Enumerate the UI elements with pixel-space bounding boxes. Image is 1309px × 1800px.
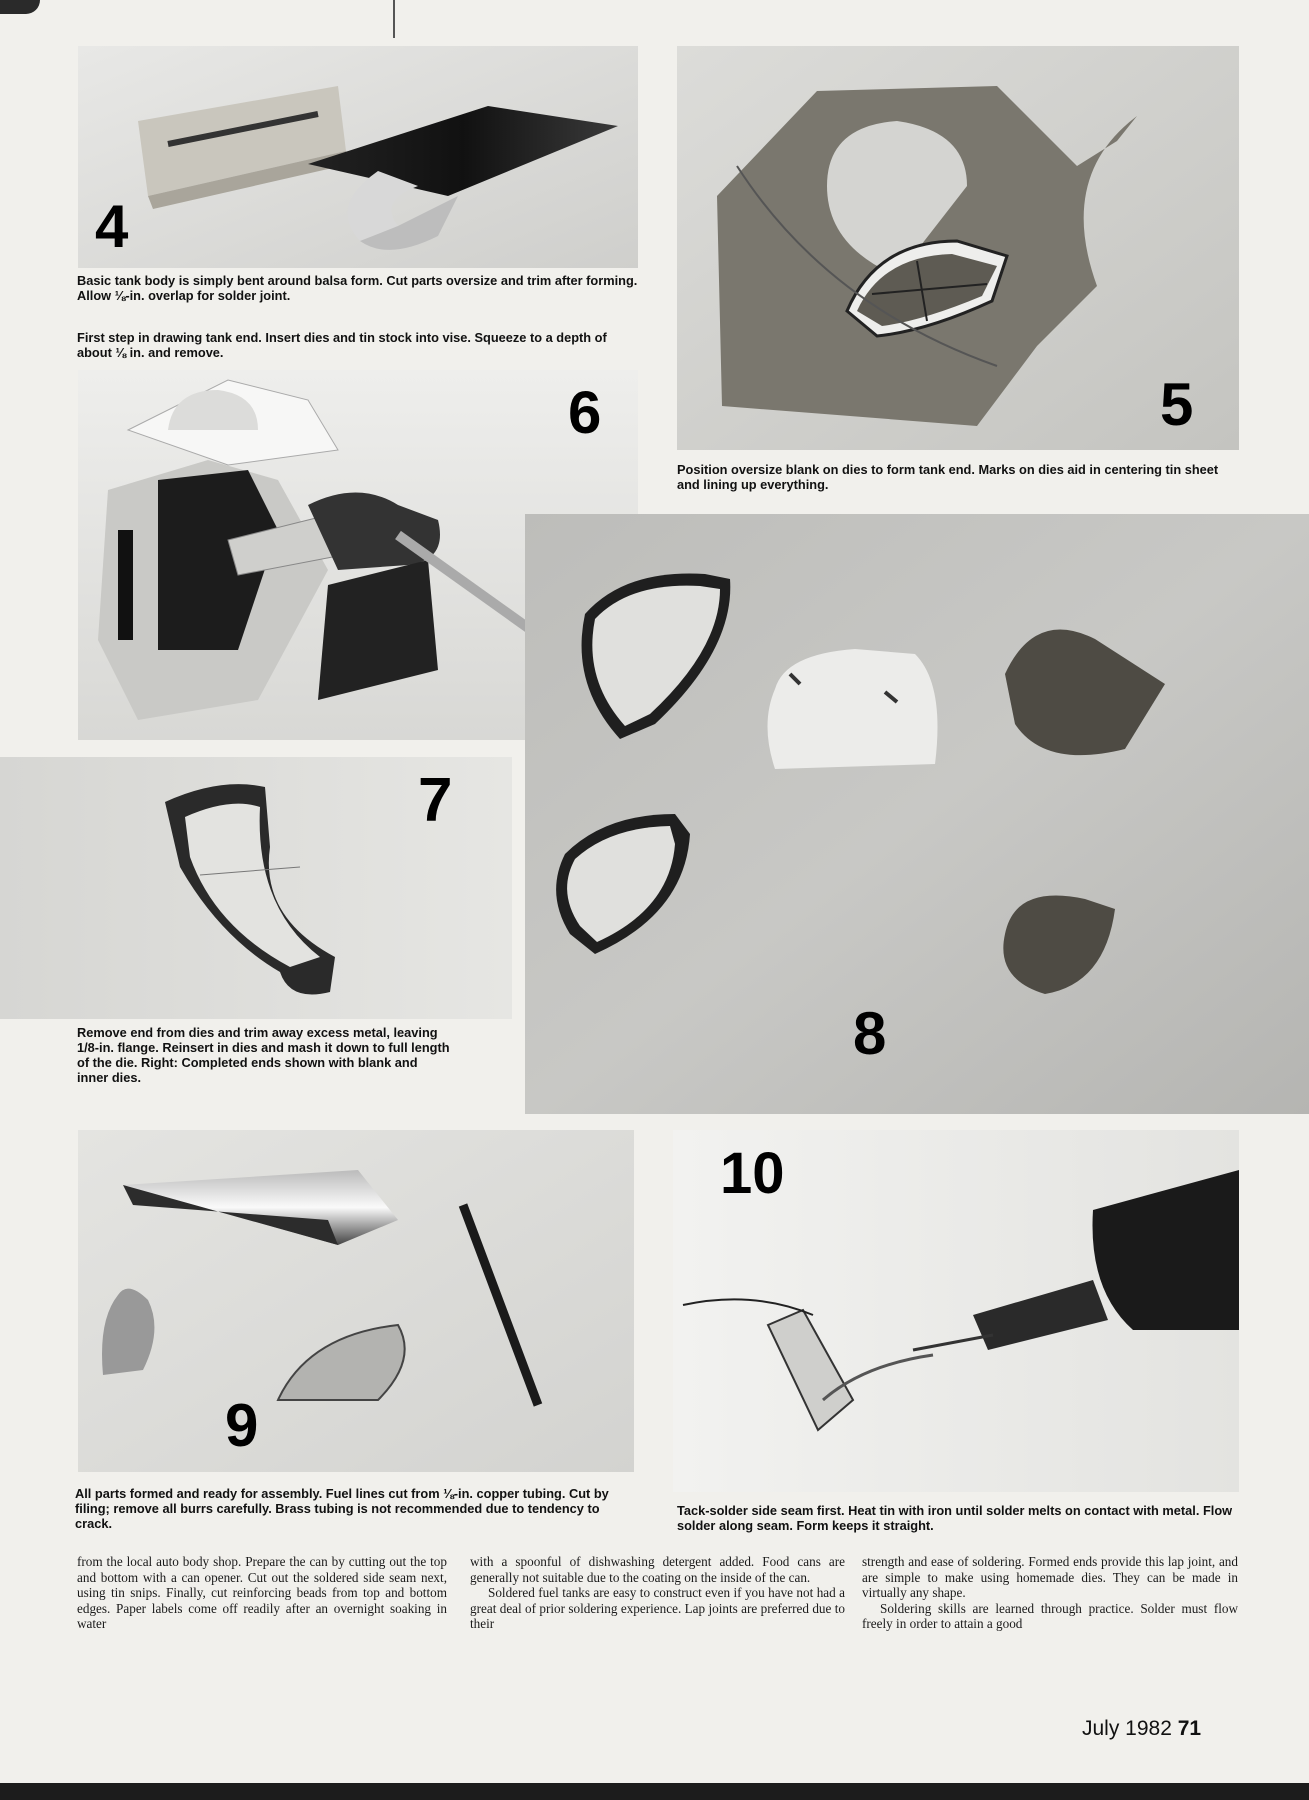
- body-column-1: from the local auto body shop. Prepare the can by cutting out the top and bottom with a can opener. Cut out the soldered side seam next, using tin snips. Finally, cut reinforcing beads from top and bottom edges. Paper labels come off readily after an overnight soaking in water: [77, 1554, 447, 1631]
- body-column-3-para-1: strength and ease of soldering. Formed ends provide this lap joint, and are simple to make using homemade dies. They can be made in virtually any shape.: [862, 1554, 1238, 1600]
- caption-fig-7: Remove end from dies and trim away excess metal, leaving 1/8-in. flange. Reinsert in dies and mash it down to full length of the die. Right: Completed ends shown with blank and inner dies.: [77, 1025, 450, 1085]
- photo-fig-9: [78, 1130, 634, 1472]
- body-column-2: [470, 1554, 845, 1632]
- page-corner-shadow: [0, 0, 40, 14]
- body-column-3: [862, 1554, 1238, 1632]
- body-column-3-para-2: Soldering skills are learned through practice. Solder must flow freely in order to attain a good: [862, 1600, 1238, 1631]
- issue-date: July 1982: [1082, 1717, 1172, 1740]
- page-number: 71: [1177, 1717, 1202, 1740]
- caption-fig-6: First step in drawing tank end. Insert dies and tin stock into vise. Squeeze to a depth of about ⅛ in. and remove.: [77, 330, 607, 360]
- figure-number-9: 9: [225, 1392, 259, 1459]
- figure-number-5: 5: [1160, 371, 1194, 438]
- page-fold-line: [393, 0, 395, 38]
- figure-number-10: 10: [720, 1141, 785, 1206]
- caption-fig-4: Basic tank body is simply bent around balsa form. Cut parts oversize and trim after forming. Allow ⅛-in. overlap for solder joint.: [77, 273, 638, 303]
- caption-fig-5: Position oversize blank on dies to form tank end. Marks on dies aid in centering tin sheet and lining up everything.: [677, 462, 1219, 492]
- page-folio: [1082, 1717, 1201, 1741]
- figure-number-7: 7: [418, 766, 453, 835]
- photo-fig-8: [525, 514, 1309, 1114]
- scan-bottom-edge: [0, 1783, 1309, 1800]
- figure-number-8: 8: [853, 1000, 887, 1067]
- body-column-2-para-2: Soldered fuel tanks are easy to construct even if you have not had a great deal of prior soldering experience. Lap joints are preferred due to their: [470, 1585, 845, 1631]
- figure-number-4: 4: [95, 193, 129, 260]
- caption-fig-9: All parts formed and ready for assembly. Fuel lines cut from ⅛-in. copper tubing. Cut by filing; remove all burrs carefully. Brass tubing is not recommended due to tendency to crack.: [75, 1486, 609, 1531]
- figure-number-6: 6: [568, 379, 602, 446]
- caption-fig-10: Tack-solder side seam first. Heat tin with iron until solder melts on contact with metal. Flow solder along seam. Form keeps it straight.: [677, 1503, 1233, 1533]
- photo-fig-5: [677, 46, 1239, 450]
- body-column-2-para-1: with a spoonful of dishwashing detergent added. Food cans are generally not suitable due to the coating on the inside of the can.: [470, 1554, 845, 1585]
- photo-fig-4: [78, 46, 638, 268]
